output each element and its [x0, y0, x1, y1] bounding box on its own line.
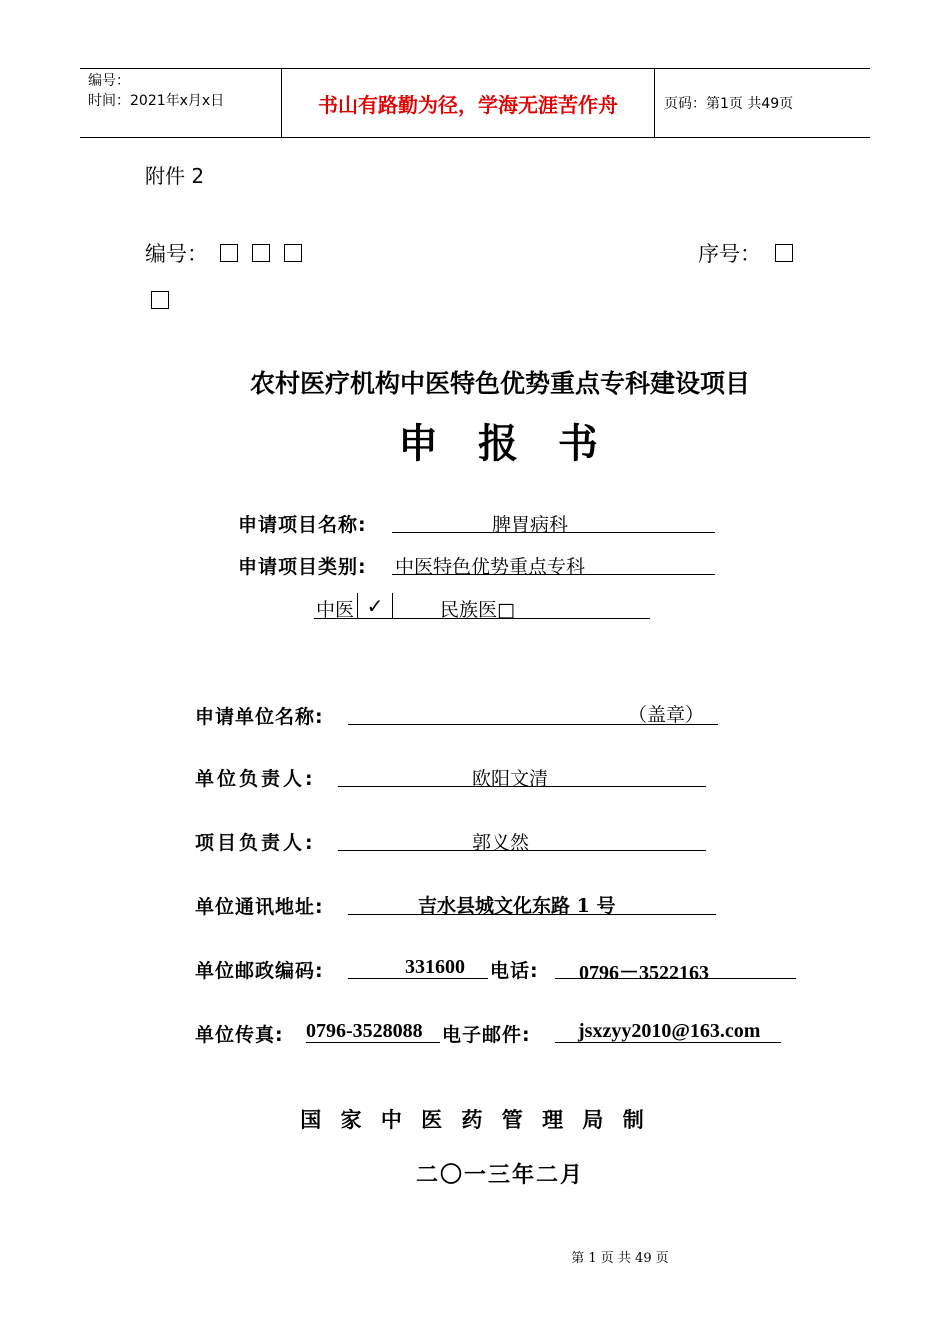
title-line-1: 农村医疗机构中医特色优势重点专科建设项目: [249, 369, 750, 398]
email-label: 电子邮件:: [442, 1024, 531, 1046]
header-table: [80, 68, 870, 138]
serial-row-2: [151, 289, 183, 309]
serial-label: 序号：: [698, 242, 761, 266]
serial-row: [698, 238, 807, 268]
postcode-value: 331600: [405, 956, 465, 978]
unit-head-label: 单位负责人:: [195, 768, 316, 790]
address-label: 单位通讯地址:: [195, 896, 324, 918]
fax-label: 单位传真:: [195, 1024, 284, 1046]
seal-text: （盖章）: [628, 704, 705, 726]
title-line-2: 申 报 书: [398, 421, 602, 467]
motto: 书山有路勤为径，学海无涯苦作舟: [282, 69, 655, 137]
fax-value: 0796-3528088: [306, 1020, 423, 1042]
project-head-label: 项目负责人:: [195, 832, 316, 854]
header-meta-cell: [80, 69, 282, 137]
number-box-3[interactable]: [284, 244, 302, 262]
project-head-value: 郭义然: [472, 832, 530, 854]
number-box-2[interactable]: [252, 244, 270, 262]
address-value: 吉水县城文化东路 1 号: [418, 895, 616, 917]
attachment-label: 附件 2: [145, 164, 205, 188]
number-label: 编号：: [145, 242, 208, 266]
serial-box-2[interactable]: [151, 291, 169, 309]
page-info: 页码：第1页 共49页: [664, 96, 794, 112]
project-category-value: 中医特色优势重点专科: [395, 556, 586, 578]
issuer: 国 家 中 医 药 管 理 局 制: [300, 1108, 650, 1132]
project-name-label: 申请项目名称:: [238, 514, 367, 536]
unit-name-label: 申请单位名称:: [195, 706, 324, 728]
email-value: jsxzyy2010@163.com: [578, 1020, 761, 1042]
check-icon: ✓: [366, 594, 384, 618]
unit-head-value: 欧阳文清: [472, 768, 549, 790]
project-name-value: 脾胃病科: [492, 514, 569, 536]
number-box-1[interactable]: [220, 244, 238, 262]
page-footer: 第 1 页 共 49 页: [571, 1251, 669, 1266]
phone-label: 电话:: [490, 960, 539, 982]
date: 二〇一三年二月: [415, 1163, 584, 1188]
tcm-checkbox[interactable]: [357, 593, 393, 619]
code-label: 编号：: [88, 73, 130, 89]
number-row: [145, 238, 316, 268]
phone-value: 0796－3522163: [579, 962, 709, 984]
time-label: 时间：2021年x月x日: [88, 93, 225, 109]
serial-box-1[interactable]: [775, 244, 793, 262]
tcm-label: 中医: [316, 599, 355, 621]
project-category-label: 申请项目类别:: [238, 556, 367, 578]
postcode-label: 单位邮政编码:: [195, 960, 324, 982]
ethnic-label: 民族医□: [440, 599, 515, 621]
